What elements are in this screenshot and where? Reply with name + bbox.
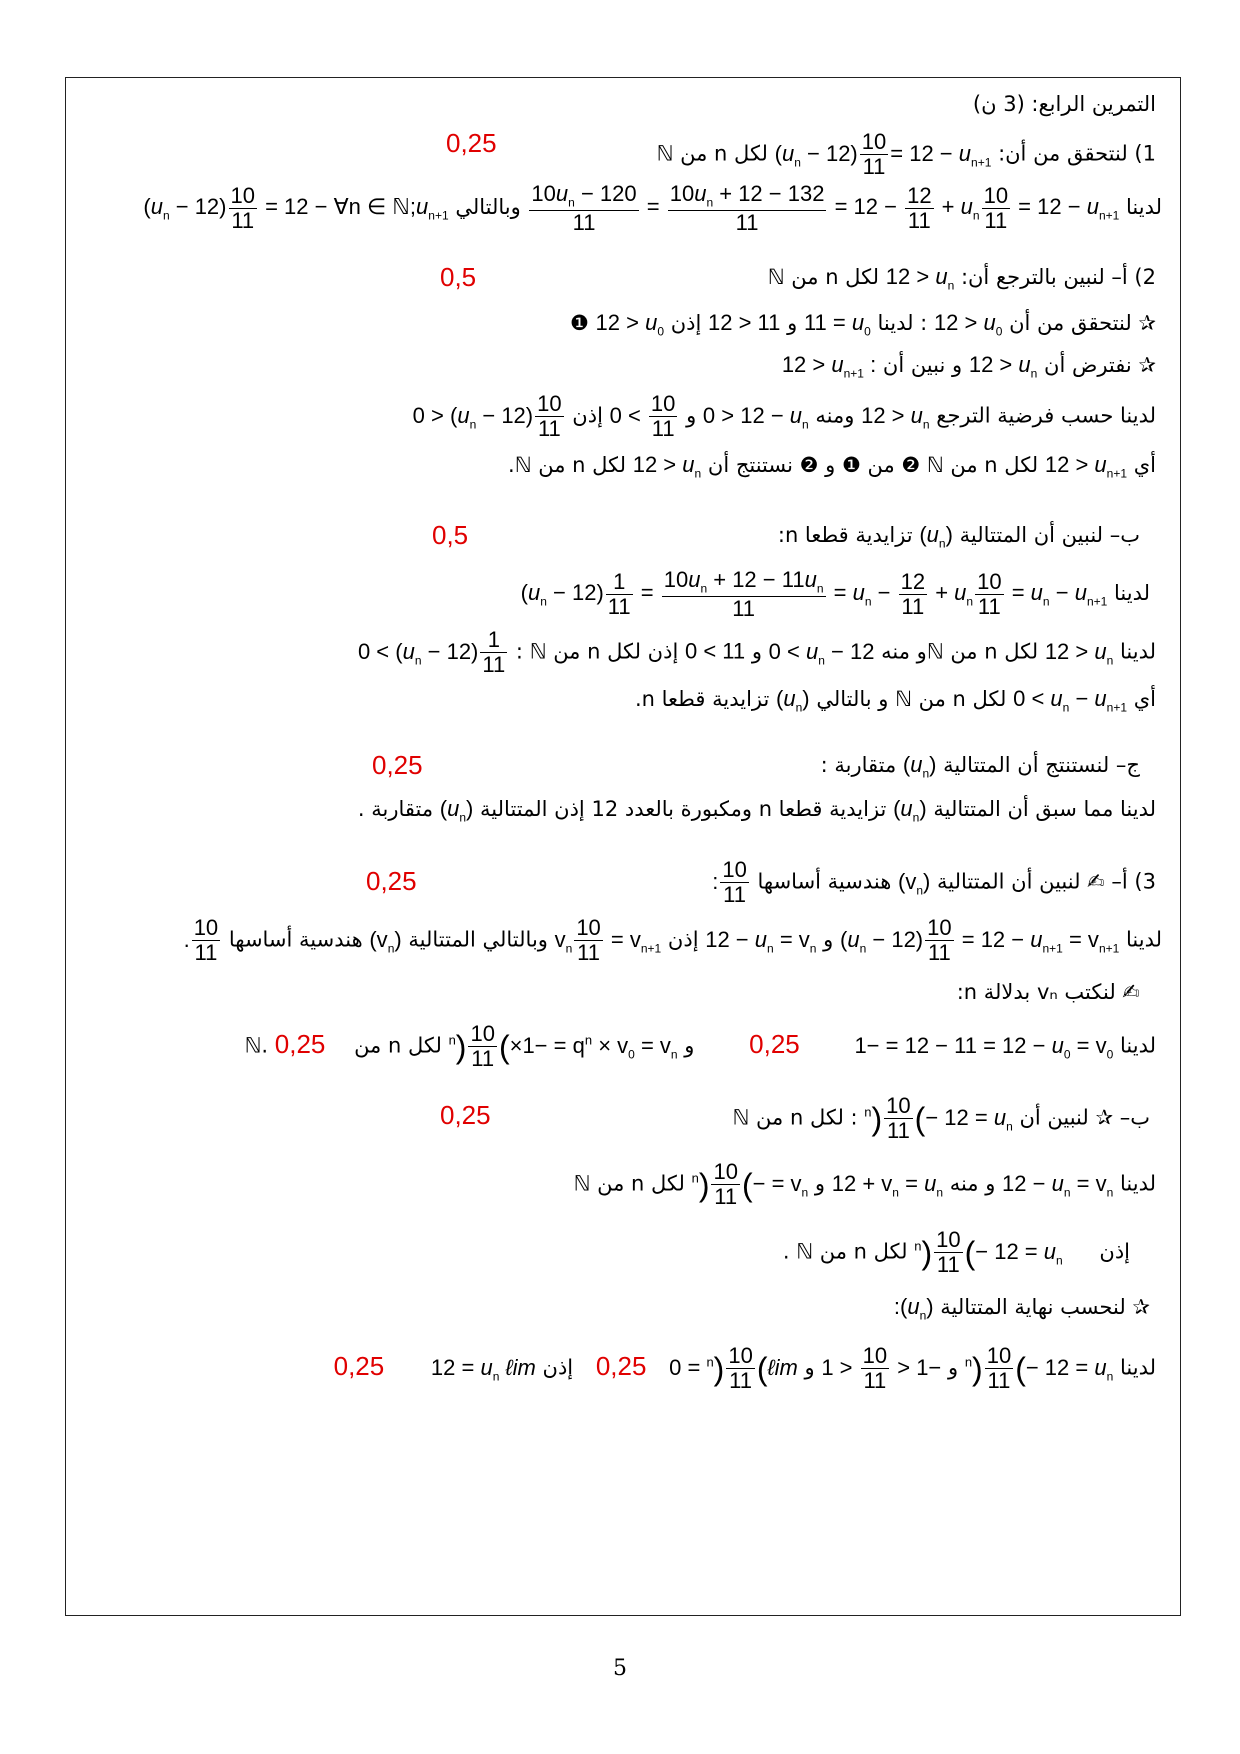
q1-proof: لدينا $\frac{10u_n - 120}{11}$ = $\frac{10u_n + 12 - 132}{11}$ = 12 − $\frac{12}{11}$ + $u_n$ $\frac{10}{11}$ = $12 - u_{n+1}$ وبالتالي $(u_n - 12)$ $\frac{10}{11}$ = 12 − ∀n ∈ $ℕ;u_{n+1}$ (143, 181, 1162, 235)
mark-q3b: 0,25 (440, 1100, 491, 1130)
q2b-conclusion: أي $0 < u_n - u_{n+1}$ لكل n من ℕ و بالتالي $(u_n)$ تزايدية قطعا n. (634, 686, 1156, 715)
q3b-limit-title: ✰ لنحسب نهاية المتتالية $:(u_n)$ (893, 1294, 1150, 1323)
q3b-statement: ب– ✰ لنبين أن $^n$) $\frac{10}{11}$ (− $12 = u_n$ : لكل n من ℕ (732, 1093, 1150, 1144)
q3a-proof: لدينا $(u_n - 12)$ $\frac{10}{11}$ = $12 - u_{n+1} = v_{n+1}$ و $12 - u_n = v_n$ إذن $v_n$ $\frac{10}{11}$ = $v_{n+1}$ وبالتالي المتتالية $(v_n)$ هندسية أساسها . $\frac{10}{11}$ (183, 915, 1162, 966)
q3a-statement: 3) أ– ✍ لنبين أن المتتالية $(v_n)$ هندسية أساسها : $\frac{10}{11}$ (712, 857, 1156, 908)
q2b-sign: لدينا $12 > u_n$ لكل n من ℕو منه $0 < u_n - 12$ و 0 < 11 إذن لكل n من ℕ : $0 < (u_n - 12)$ $\frac{1}{11}$ (357, 627, 1156, 678)
q3a-write-vn: ✍ لنكتب vₙ بدلالة n: (956, 980, 1140, 1004)
q2a-hypothesis: ✰ نفترض أن $12 > u_n$ و نبين أن $12 > u_{n+1}$ : (781, 352, 1156, 381)
q3b-limit: لدينا $^n$) $\frac{10}{11}$ (− $12 = u_n$ و 1 > $\frac{10}{11}$ > 1− و 0 = $^n$) $\frac{10}{11}$ (ℓim 0,25 إذن $12 = u_n$ ℓim 0,25 (333, 1343, 1156, 1394)
q3b-expression: لدينا $12 - u_n = v_n$ و منه $12 + v_n = u_n$ و $^n$) $\frac{10}{11}$ (− = $v_n$ لكل n من ℕ (573, 1159, 1156, 1210)
mark-q2a: 0,5 (440, 262, 477, 292)
mark-q1: 0,25 (446, 128, 497, 158)
q1-statement: 1) لنتحقق من أن: $(u_n - 12)$ $\frac{10}{11}$ = $12 - u_{n+1}$ لكل n من ℕ (656, 129, 1156, 180)
q3a-formula: لدينا $1- = 12 - 11 = 12 - u_0 = v_0$ 0,25 و $^n$) $\frac{10}{11}$ ($\times 1- = q^n \times v_0 = v_n$ لكل n من ℕ. 0,25 (244, 1021, 1156, 1072)
page-number: 5 (613, 1656, 627, 1681)
exercise-title: التمرين الرابع: (3 ن) (972, 92, 1156, 116)
mark-q3a: 0,25 (366, 866, 417, 896)
q2a-induction: لدينا حسب فرضية الترجع $12 > u_n$ ومنه $0 > 12 - u_n$ و 0 < $\frac{10}{11}$ إذن $0 > (u_n - 12)$ $\frac{10}{11}$ (412, 391, 1156, 442)
mark-q3a-vn: 0,25 (274, 1028, 326, 1059)
q2b-difference: لدينا $(u_n - 12)$ $\frac{1}{11}$ = $\frac{10u_n + 12 - 11u_n}{11}$ = $u_n$ − $\frac{12}{11}$ + $u_n$ $\frac{10}{11}$ = $u_n - u_{n+1}$ (520, 567, 1150, 621)
q2c-statement: ج– لنستنتج أن المتتالية $(u_n)$ متقاربة : (820, 752, 1140, 781)
q2a-base-case: ✰ لنتحقق من أن $12 > u_0$ : لدينا $11 = u_0$ و 12 > 11 إذن $12 > u_0$ ❶ (570, 310, 1156, 339)
q2a-statement: 2) أ– لنبين بالترجع أن: $12 > u_n$ لكل n من ℕ (767, 264, 1156, 293)
mark-q3b-lim1: 0,25 (595, 1350, 647, 1381)
mark-q3b-lim2: 0,25 (333, 1350, 385, 1381)
q2a-conclusion: أي $12 > u_{n+1}$ لكل n من ℕ ❷ من ❶ و ❷ نستنتج أن $12 > u_n$ لكل n من ℕ. (508, 452, 1156, 481)
mark-q2b: 0,5 (432, 520, 469, 550)
q3b-result: إذن $^n$) $\frac{10}{11}$ (− $12 = u_n$ لكل n من ℕ . (782, 1227, 1130, 1278)
mark-q3a-v0: 0,25 (749, 1028, 800, 1059)
q2c-conclusion: لدينا مما سبق أن المتتالية $(u_n)$ تزايدية قطعا n ومكبورة بالعدد 12 إذن المتتالية $(u_n)$ متقاربة . (357, 796, 1156, 825)
mark-q2c: 0,25 (372, 750, 423, 780)
q2b-statement: ب– لنبين أن المتتالية $(u_n)$ تزايدية قطعا n: (777, 522, 1140, 551)
